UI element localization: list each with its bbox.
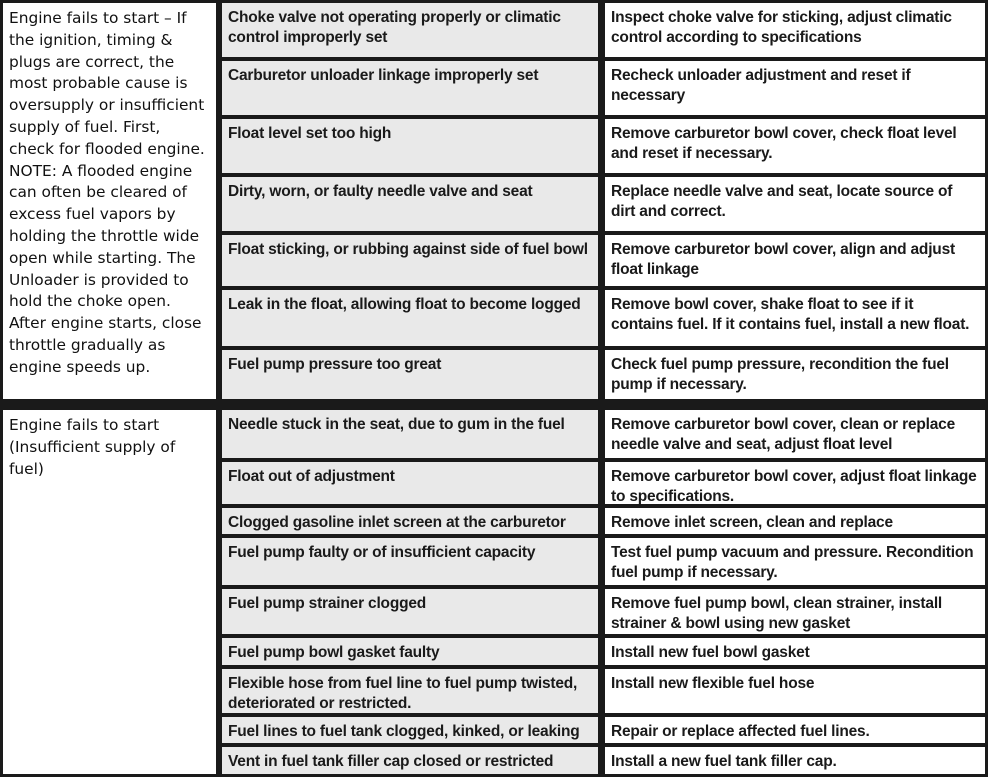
remedy-cell: Inspect choke valve for sticking, adjust climatic control according to specifications <box>605 3 985 57</box>
cause-cell: Fuel pump bowl gasket faulty <box>222 638 598 665</box>
remedy-cell: Remove carburetor bowl cover, check float level and reset if necessary. <box>605 119 985 173</box>
remedy-cell: Remove carburetor bowl cover, clean or replace needle valve and seat, adjust float level <box>605 410 985 458</box>
cause-cell: Needle stuck in the seat, due to gum in the fuel <box>222 410 598 458</box>
symptom-cell: Engine fails to start (Insufficient supply of fuel) <box>3 410 216 774</box>
cause-cell: Leak in the float, allowing float to become logged <box>222 290 598 346</box>
cause-cell: Fuel pump faulty or of insufficient capacity <box>222 538 598 585</box>
cause-cell: Fuel pump strainer clogged <box>222 589 598 634</box>
cause-cell: Fuel lines to fuel tank clogged, kinked, or leaking <box>222 717 598 743</box>
remedy-cell: Test fuel pump vacuum and pressure. Recondition fuel pump if necessary. <box>605 538 985 585</box>
remedy-cell: Remove fuel pump bowl, clean strainer, install strainer & bowl using new gasket <box>605 589 985 634</box>
cause-cell: Flexible hose from fuel line to fuel pump twisted, deteriorated or restricted. <box>222 669 598 713</box>
remedy-cell: Remove bowl cover, shake float to see if it contains fuel. If it contains fuel, install a new float. <box>605 290 985 346</box>
remedy-cell: Remove inlet screen, clean and replace <box>605 508 985 534</box>
cause-cell: Carburetor unloader linkage improperly set <box>222 61 598 115</box>
cause-cell: Float out of adjustment <box>222 462 598 504</box>
remedy-cell: Install new flexible fuel hose <box>605 669 985 713</box>
cause-cell: Float sticking, or rubbing against side of fuel bowl <box>222 235 598 286</box>
cause-cell: Vent in fuel tank filler cap closed or restricted <box>222 747 598 774</box>
remedy-cell: Repair or replace affected fuel lines. <box>605 717 985 743</box>
cause-cell: Clogged gasoline inlet screen at the carburetor <box>222 508 598 534</box>
remedy-cell: Install a new fuel tank filler cap. <box>605 747 985 774</box>
remedy-cell: Remove carburetor bowl cover, adjust float linkage to specifications. <box>605 462 985 504</box>
cause-cell: Float level set too high <box>222 119 598 173</box>
remedy-cell: Install new fuel bowl gasket <box>605 638 985 665</box>
cause-cell: Dirty, worn, or faulty needle valve and seat <box>222 177 598 231</box>
remedy-cell: Remove carburetor bowl cover, align and adjust float linkage <box>605 235 985 286</box>
cause-cell: Choke valve not operating properly or climatic control improperly set <box>222 3 598 57</box>
remedy-cell: Replace needle valve and seat, locate source of dirt and correct. <box>605 177 985 231</box>
cause-cell: Fuel pump pressure too great <box>222 350 598 399</box>
remedy-cell: Check fuel pump pressure, recondition the fuel pump if necessary. <box>605 350 985 399</box>
remedy-cell: Recheck unloader adjustment and reset if necessary <box>605 61 985 115</box>
symptom-cell: Engine fails to start – If the ignition, timing & plugs are correct, the most probable cause is oversupply or insufficient supply of fuel. First, check for flooded engine. NOTE: A flooded engine can often be cleared of excess fuel vapors by holding the throttle wide open while starting. The Unloader is provided to hold the choke open. After engine starts, close throttle gradually as engine speeds up. <box>3 3 216 399</box>
